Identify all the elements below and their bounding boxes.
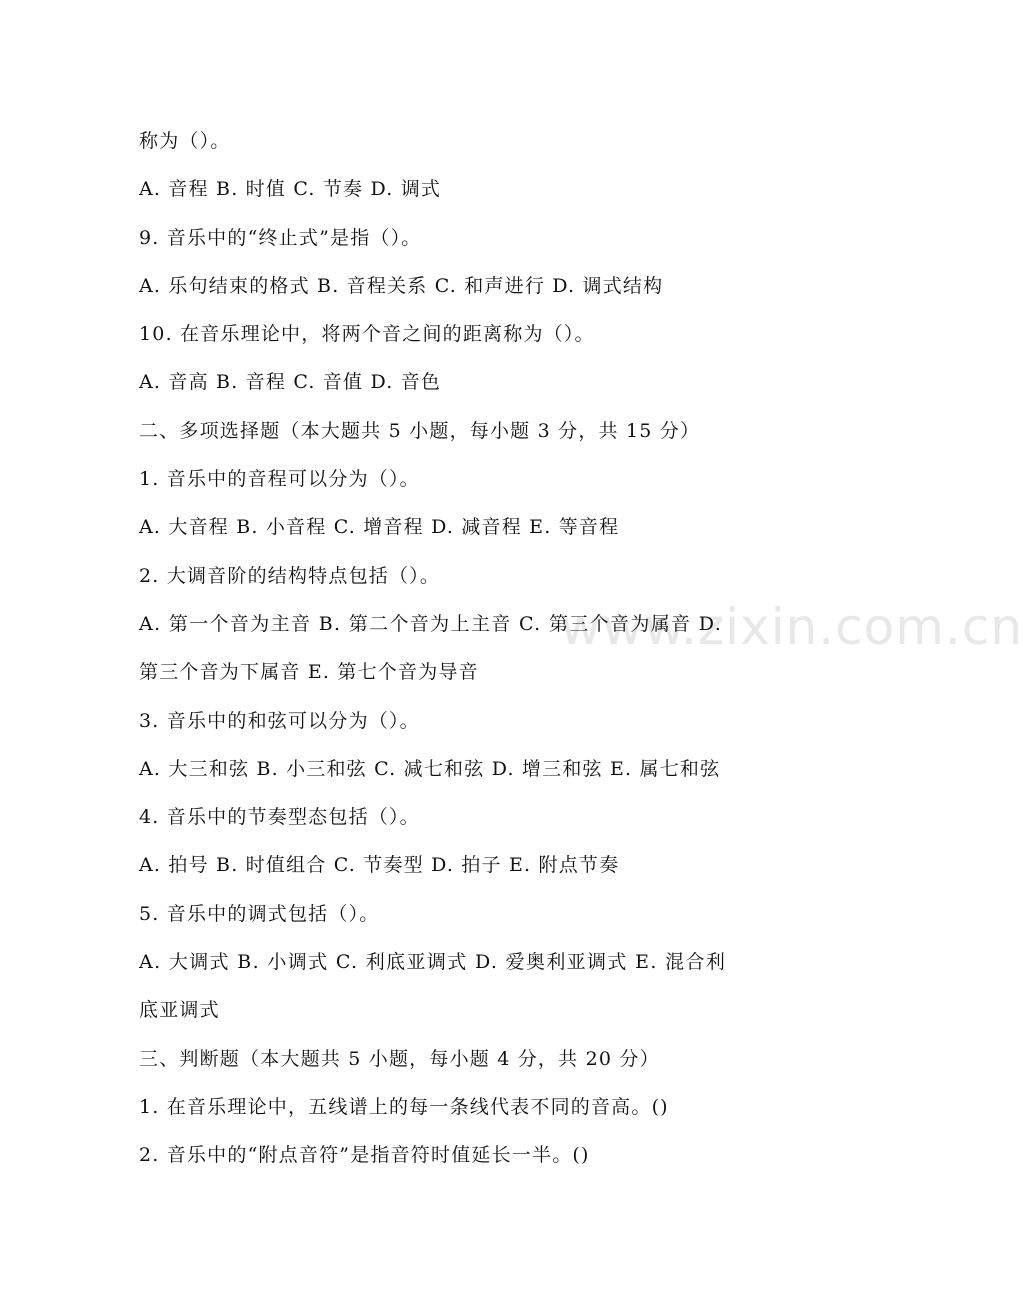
watermark: www.zixin.com.cn bbox=[560, 598, 1023, 656]
question-text: 称为（）。 bbox=[139, 130, 231, 152]
answer-options: A. 音程 B. 时值 C. 节奏 D. 调式 bbox=[139, 178, 442, 201]
answer-options-continued: 第三个音为下属音 E. 第七个音为导音 bbox=[139, 661, 479, 684]
answer-options: A. 大三和弦 B. 小三和弦 C. 减七和弦 D. 增三和弦 E. 属七和弦 bbox=[139, 757, 721, 780]
question-text: 5. 音乐中的调式包括（）。 bbox=[139, 902, 380, 925]
question-text: 1. 音乐中的音程可以分为（）。 bbox=[139, 468, 420, 491]
question-text: 4. 音乐中的节奏型态包括（）。 bbox=[139, 806, 420, 829]
answer-options: A. 大音程 B. 小音程 C. 增音程 D. 减音程 E. 等音程 bbox=[139, 516, 620, 539]
answer-options: A. 拍号 B. 时值组合 C. 节奏型 D. 拍子 E. 附点节奏 bbox=[139, 854, 620, 877]
answer-options-continued: 底亚调式 bbox=[139, 999, 220, 1022]
question-text: 3. 音乐中的和弦可以分为（）。 bbox=[139, 709, 420, 732]
question-text: 9. 音乐中的“终止式”是指（）。 bbox=[139, 226, 422, 249]
answer-options: A. 音高 B. 音程 C. 音值 D. 音色 bbox=[139, 371, 442, 394]
section-heading: 二、多项选择题（本大题共 5 小题，每小题 3 分，共 15 分） bbox=[139, 419, 701, 442]
question-text: 10. 在音乐理论中，将两个音之间的距离称为（）。 bbox=[139, 323, 595, 346]
section-heading: 三、判断题（本大题共 5 小题，每小题 4 分，共 20 分） bbox=[139, 1047, 660, 1070]
answer-options: A. 第一个音为主音 B. 第二个音为上主音 C. 第三个音为属音 D. bbox=[139, 612, 723, 635]
document-body bbox=[139, 117, 784, 1180]
question-text: 1. 在音乐理论中，五线谱上的每一条线代表不同的音高。() bbox=[139, 1095, 669, 1118]
answer-options: A. 乐句结束的格式 B. 音程关系 C. 和声进行 D. 调式结构 bbox=[139, 274, 664, 297]
answer-options: A. 大调式 B. 小调式 C. 利底亚调式 D. 爱奥利亚调式 E. 混合利 bbox=[139, 951, 727, 974]
question-text: 2. 大调音阶的结构特点包括（）。 bbox=[139, 564, 441, 587]
question-text: 2. 音乐中的“附点音符”是指音符时值延长一半。() bbox=[139, 1144, 590, 1167]
